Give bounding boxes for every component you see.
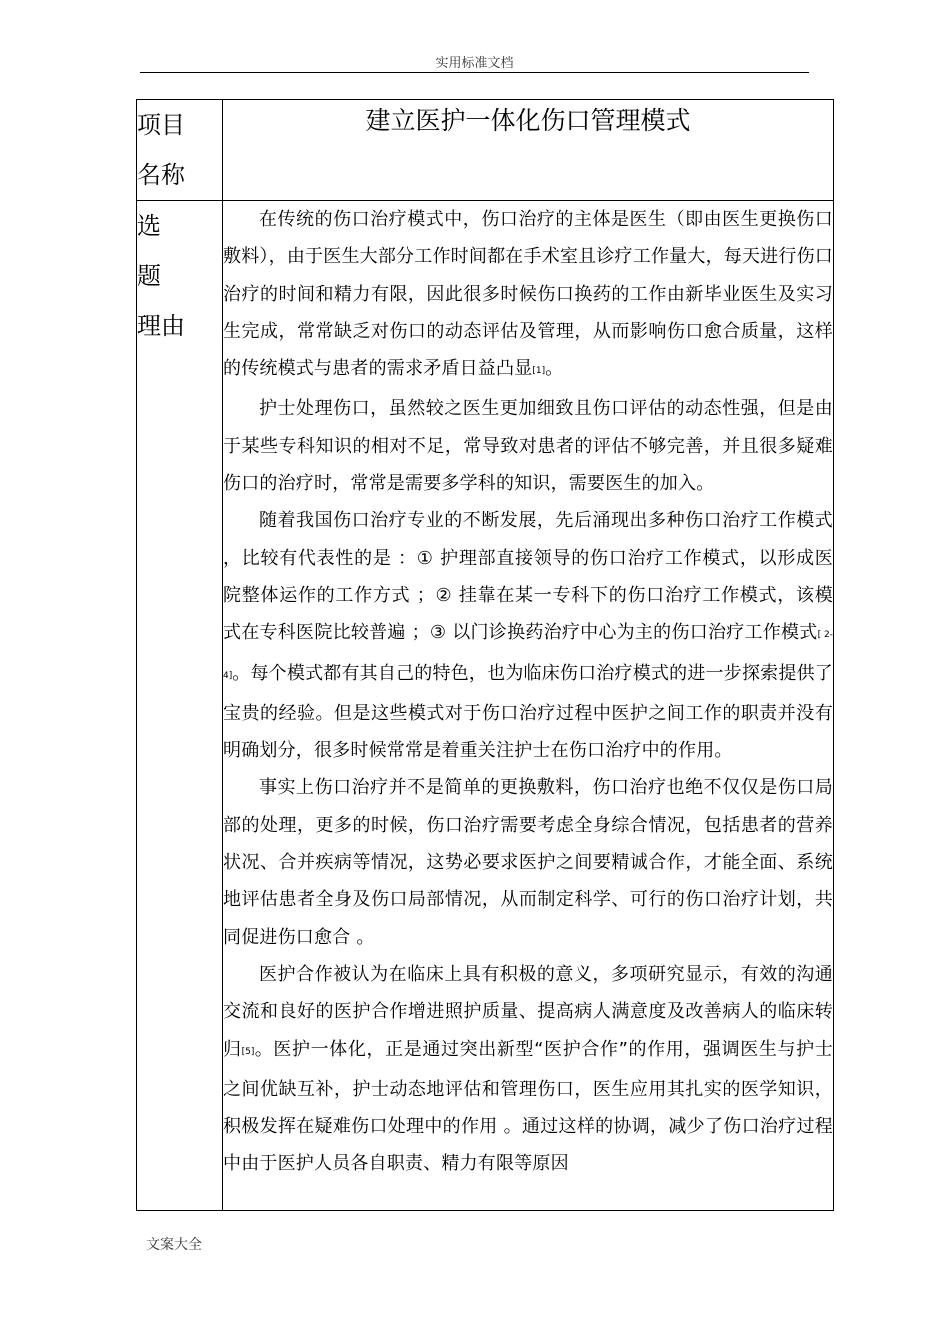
label-line: 项目 <box>137 111 185 139</box>
citation: [5] <box>241 1046 255 1057</box>
header-divider <box>140 72 809 73</box>
paragraph: 随着我国伤口治疗专业的不断发展，先后涌现出多种伤口治疗工作模式 ，比较有代表性的是 ：① 护理部直接领导的伤口治疗工作模式，以形成医院整体运作的工作方式 ；② 挂靠在某一专科下的伤口治疗工作模式，该模式在专科医院比较普遍 ；③ 以门诊换药治疗中心为主的伤口治疗工作模式[ 2-4]。每个模式都有其自己的特色，也为临床伤口治疗模式的进一步探索提供了宝贵的经验。但是这些模式对于伤口治疗过程中医护之间工作的职责并没有明确划分，很多时候常常是着重关注护士在伤口治疗中的作用。 <box>223 510 833 762</box>
page-footer: 文案大全 <box>146 1237 202 1253</box>
citation: [1] <box>532 366 546 377</box>
paragraph: 事实上伤口治疗并不是简单的更换敷料，伤口治疗也绝不仅仅是伤口局部的处理，更多的时候，伤口治疗需要考虑全身综合情况，包括患者的营养状况、合并疾病等情况，这势必要求医护之间要精诚合作，才能全面、系统地评估患者全身及伤口局部情况，从而制定科学、可行的伤口治疗计划，共同促进伤口愈合 。 <box>223 777 833 948</box>
paragraph: 在传统的伤口治疗模式中，伤口治疗的主体是医生（即由医生更换伤口敷料），由于医生大部分工作时间都在手术室且诊疗工作量大，每天进行伤口治疗的时间和精力有限，因此很多时候伤口换药的工作由新毕业医生及实习生完成，常常缺乏对伤口的动态评估及管理，从而影响伤口愈合质量，这样的传统模式与患者的需求矛盾日益凸显[1]。 <box>223 209 833 380</box>
paragraph: 医护合作被认为在临床上具有积极的意义，多项研究显示，有效的沟通交流和良好的医护合作增进照护质量、提高病人满意度及改善病人的临床转归[5]。医护一体化，正是通过突出新型“医护合作”的作用，强调医生与护士之间优缺互补，护士动态地评估和管理伤口，医生应用其扎实的医学知识，积极发挥在疑难伤口处理中的作用 。通过这样的协调，减少了伤口治疗过程中由于医护人员各自职责、精力有限等原因 <box>223 963 833 1175</box>
topic-reason-label <box>137 201 223 1211</box>
topic-reason-content <box>223 201 834 1211</box>
project-title-cell <box>223 100 834 201</box>
project-title: 建立医护一体化伤口管理模式 <box>365 106 691 135</box>
table-row-topic-reason <box>137 201 834 1211</box>
label-line: 名称 <box>137 161 185 189</box>
table-row-project-name <box>137 100 834 201</box>
label-line: 选 题 <box>137 212 175 290</box>
label-line: 理由 <box>137 312 185 340</box>
project-table <box>136 99 834 1211</box>
citation: [ 2-4] <box>223 630 833 681</box>
paragraph: 护士处理伤口，虽然较之医生更加细致且伤口评估的动态性强，但是由于某些专科知识的相对不足，常导致对患者的评估不够完善，并且很多疑难伤口的治疗时，常常是需要多学科的知识，需要医生的加入。 <box>223 398 833 495</box>
page-header: 实用标准文档 <box>435 56 514 71</box>
project-name-label <box>137 100 223 201</box>
